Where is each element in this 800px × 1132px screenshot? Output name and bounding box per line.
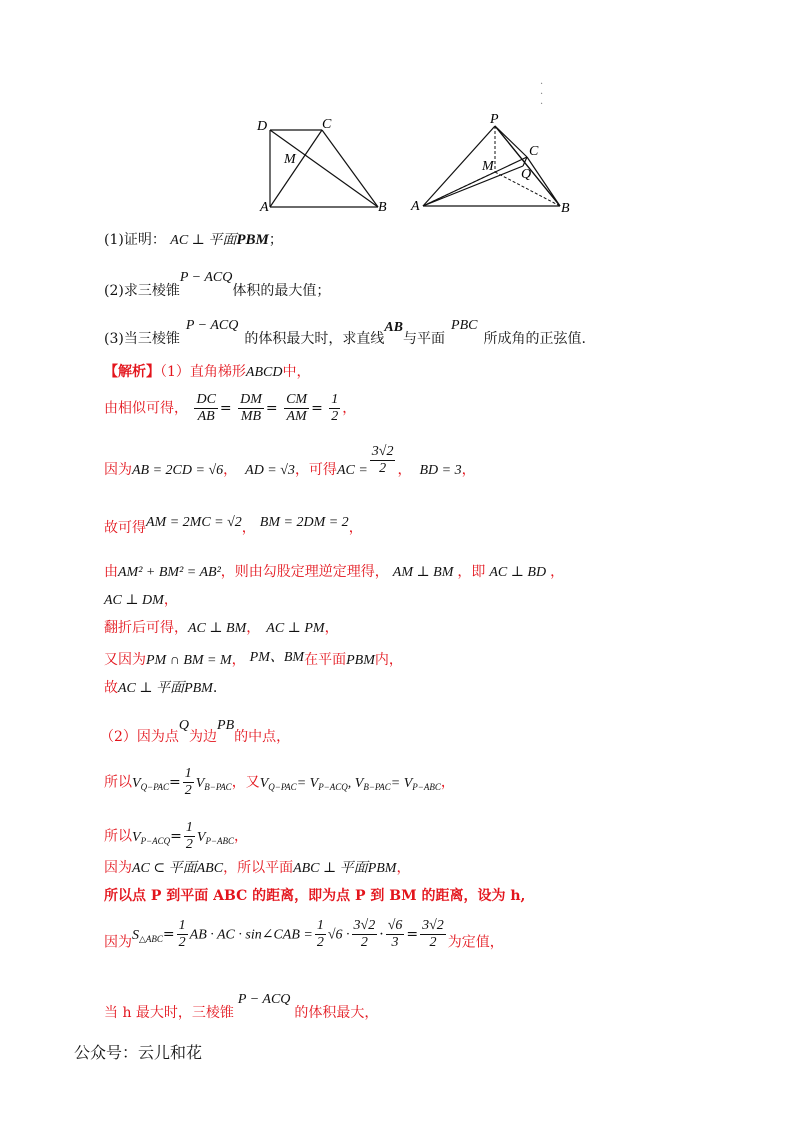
r4-prefix: 当 h 最大时，三棱锥 bbox=[104, 1005, 234, 1021]
frac-num: 1 bbox=[331, 392, 339, 407]
v1-b-sub: B−PAC bbox=[204, 781, 232, 792]
reason-line-1 bbox=[104, 858, 410, 879]
v1-c-sub: Q−PAC bbox=[268, 781, 297, 792]
s8-prefix: 又因为 bbox=[104, 652, 146, 668]
v2-a-sub: P−ACQ bbox=[140, 835, 171, 846]
s7-end: ， bbox=[324, 620, 339, 636]
r3-frac-4 bbox=[386, 918, 405, 951]
v1-b-main: V bbox=[195, 775, 205, 791]
s9-prefix: 故 bbox=[104, 680, 118, 696]
v2-frac bbox=[184, 820, 195, 853]
q3-plane: PBC bbox=[451, 318, 478, 333]
solution-line-8: 又因为PM ∩ BM = M， PM、BM在平面PBM内， bbox=[104, 650, 403, 668]
s8-mid: 在平面 bbox=[304, 652, 347, 668]
q3-mid2: 与平面 bbox=[403, 331, 446, 347]
r1-mid: ，所以平面 bbox=[223, 860, 294, 876]
solution-line-2: 由相似可得， $\frac{DC}{AB}$ = $\frac{DM}{MB}$ = $\frac{CM}{AM}$ = $\frac{1}{2}$ ， bbox=[104, 392, 357, 424]
q2-prefix: (2)求三棱锥 bbox=[104, 283, 180, 299]
v1-e bbox=[348, 776, 391, 791]
v1-e-main: , V bbox=[347, 775, 364, 791]
solution-line-5 bbox=[104, 562, 564, 583]
v2-end: ， bbox=[234, 828, 249, 845]
frac-dc-ab bbox=[194, 392, 217, 425]
frac-den: MB bbox=[240, 409, 262, 424]
frac-num: 1 bbox=[185, 820, 193, 835]
s5-prefix: 由 bbox=[104, 564, 118, 580]
s3-d: BD = 3 bbox=[419, 463, 462, 478]
r3-end: 为定值， bbox=[447, 934, 504, 951]
label-Q: Q bbox=[521, 167, 532, 182]
q1-end: ； bbox=[268, 232, 283, 248]
s5-mid: ，则由勾股定理逆定理得， bbox=[220, 564, 389, 580]
pyramid-figure bbox=[405, 110, 585, 218]
v1-a-sub: Q−PAC bbox=[140, 781, 169, 792]
s1-math: ABCD bbox=[245, 365, 283, 380]
s4-b: BM = 2DM = 2 bbox=[259, 515, 349, 530]
frac-num: 3√2 bbox=[353, 918, 376, 933]
v2-b-sub: P−ABC bbox=[205, 835, 235, 846]
frac-den: AB bbox=[197, 409, 215, 424]
v1-f bbox=[391, 776, 441, 791]
r3-eq: = bbox=[162, 926, 175, 943]
p2-pb: PB bbox=[217, 718, 235, 733]
label-M: M bbox=[482, 159, 494, 174]
p2-end: 的中点， bbox=[234, 729, 291, 745]
q1-plane: PBM bbox=[236, 232, 269, 248]
s3-end: ， bbox=[461, 462, 476, 478]
s5-math: AM² + BM² = AB² bbox=[118, 565, 221, 580]
trapezoid-figure bbox=[250, 112, 400, 220]
s5-mid2: ，即 bbox=[457, 564, 486, 580]
frac-num: DM bbox=[240, 392, 262, 407]
r3-dot: · bbox=[379, 926, 384, 943]
frac-den: 3 bbox=[391, 935, 399, 950]
r4-end: 的体积最大， bbox=[294, 1005, 379, 1021]
r1-prefix: 因为 bbox=[104, 860, 132, 876]
s3-prefix: 因为 bbox=[104, 462, 132, 478]
solution-line-7: 翻折后可得，AC ⊥ BM， AC ⊥ PM， bbox=[104, 620, 339, 636]
q2-suffix: 体积的最大值； bbox=[232, 283, 331, 299]
r3-frac-5 bbox=[420, 918, 446, 951]
frac-num: 3√2 bbox=[371, 444, 394, 459]
question-2 bbox=[104, 268, 330, 301]
r3-prefix: 因为 bbox=[104, 934, 132, 951]
s7-prefix: 翻折后可得， bbox=[104, 620, 188, 636]
solution-line-4: 故可得AM = 2MC = √2， BM = 2DM = 2， bbox=[104, 515, 363, 536]
part-2-intro bbox=[100, 716, 290, 747]
question-3 bbox=[104, 316, 586, 349]
frac-dm-mb bbox=[238, 392, 264, 425]
v2-a bbox=[132, 830, 170, 845]
v2-b-main: V bbox=[196, 829, 206, 845]
q3-line: AB bbox=[384, 320, 404, 335]
frac-den: AM bbox=[286, 409, 307, 424]
q1-prefix: (1)证明： bbox=[104, 232, 166, 248]
p2-mid: 为边 bbox=[189, 729, 218, 745]
s5-end: ， bbox=[550, 564, 565, 580]
r1-b: ABC bbox=[196, 861, 224, 876]
s3-b: AD = √3 bbox=[245, 463, 295, 478]
s3-a: AB = 2CD = √6 bbox=[132, 463, 224, 478]
s8-c: PBM bbox=[346, 653, 375, 668]
solution-line-1 bbox=[104, 362, 310, 383]
r3-eq2: = bbox=[406, 926, 419, 943]
r3-frac-3 bbox=[352, 918, 378, 951]
s1-end: 中， bbox=[282, 364, 311, 380]
frac-cm-am bbox=[284, 392, 309, 425]
v1-d-sub: P−ACQ bbox=[318, 781, 348, 792]
v1-c-main: V bbox=[259, 775, 269, 791]
frac-den: 2 bbox=[185, 837, 193, 852]
solution-line-3: 因为AB = 2CD = √6， AD = √3，可得AC = $\frac{3√2}{2}$ ， BD = 3， bbox=[104, 444, 476, 478]
v1-eq: = bbox=[168, 774, 181, 791]
margin-dots: · · · bbox=[540, 79, 544, 110]
v1-b bbox=[196, 776, 232, 791]
q1-math: AC ⊥ 平面 bbox=[170, 233, 237, 248]
label-C: C bbox=[529, 144, 539, 159]
r3-s-sub: △ABC bbox=[139, 933, 163, 944]
s9-a: AC ⊥ 平面 bbox=[118, 681, 185, 696]
r3-s-main: S bbox=[132, 927, 139, 943]
v1-d-main: = V bbox=[296, 775, 319, 791]
solution-line-9 bbox=[104, 678, 217, 699]
q3-prefix: (3)当三棱锥 bbox=[104, 331, 180, 347]
frac-den: 2 bbox=[331, 409, 339, 424]
s3-c: AC = bbox=[336, 463, 368, 478]
r3-mid2: √6 · bbox=[327, 927, 350, 943]
frac-den: 2 bbox=[316, 935, 324, 950]
v1-end: ， bbox=[440, 774, 455, 791]
s9-end: . bbox=[212, 680, 218, 696]
volume-line-1 bbox=[104, 766, 455, 799]
label-C: C bbox=[322, 117, 332, 132]
s4-a: AM = 2MC = √2 bbox=[146, 515, 242, 530]
v1-prefix: 所以 bbox=[104, 774, 132, 791]
frac-1-2 bbox=[329, 392, 340, 425]
conclusion-line bbox=[104, 990, 378, 1023]
v1-a-main: V bbox=[132, 775, 141, 791]
frac-num: √6 bbox=[387, 918, 403, 933]
frac-num: 1 bbox=[178, 918, 186, 933]
v1-e-sub: B−PAC bbox=[363, 781, 391, 792]
frac-den: 2 bbox=[178, 935, 186, 950]
v2-a-main: V bbox=[132, 829, 141, 845]
s7-a: AC ⊥ BM bbox=[188, 621, 247, 636]
r1-c: ABC ⊥ 平面 bbox=[293, 861, 368, 876]
frac-num: 1 bbox=[316, 918, 324, 933]
v2-eq: = bbox=[170, 828, 182, 845]
v1-mid: ，又 bbox=[231, 774, 260, 791]
s8-end: 内， bbox=[374, 652, 403, 668]
r3-frac-2 bbox=[315, 918, 326, 951]
v1-f-main: = V bbox=[390, 775, 413, 791]
frac-den: 2 bbox=[360, 935, 368, 950]
label-A: A bbox=[260, 200, 269, 215]
r1-d: PBM bbox=[367, 861, 397, 876]
area-line bbox=[104, 918, 504, 952]
p2-prefix: （2）因为点 bbox=[100, 729, 179, 745]
s2-prefix: 由相似可得， bbox=[104, 400, 188, 417]
r3-frac-1 bbox=[177, 918, 188, 951]
frac-num: DC bbox=[196, 392, 216, 407]
frac-den: 2 bbox=[379, 461, 387, 476]
volume-line-2 bbox=[104, 820, 248, 853]
s6-end: ， bbox=[163, 592, 178, 608]
frac-den: 2 bbox=[429, 935, 437, 950]
label-B: B bbox=[378, 200, 387, 215]
footer-wechat: 公众号：云儿和花 bbox=[74, 1043, 203, 1062]
s8-b: PM、BM bbox=[249, 650, 305, 665]
v1-d bbox=[297, 776, 348, 791]
s9-b: PBM bbox=[184, 681, 213, 696]
s5-b: AC ⊥ BD bbox=[489, 565, 547, 580]
v1-frac bbox=[183, 766, 194, 799]
r3-mid: AB · AC · sin∠CAB = bbox=[189, 927, 313, 943]
frac-num: 3√2 bbox=[422, 918, 444, 933]
s4-end: ， bbox=[348, 520, 363, 536]
v2-prefix: 所以 bbox=[104, 828, 132, 845]
r3-s bbox=[132, 928, 163, 943]
r1-a: AC ⊂ 平面 bbox=[132, 861, 197, 876]
s5-a: AM ⊥ BM bbox=[392, 565, 454, 580]
frac-den: 2 bbox=[184, 783, 192, 798]
s6-math: AC ⊥ DM bbox=[104, 593, 164, 608]
r2-text: 所以点 P 到平面 ABC 的距离，即为点 P 到 BM 的距离，设为 h, bbox=[104, 888, 526, 904]
q3-mid: 的体积最大时，求直线 bbox=[244, 331, 385, 347]
label-M: M bbox=[284, 152, 296, 167]
solution-tag: 【解析】 bbox=[104, 364, 160, 380]
r1-end: ， bbox=[396, 860, 411, 876]
s1-text: （1）直角梯形 bbox=[160, 364, 246, 380]
s7-b: AC ⊥ PM bbox=[266, 621, 325, 636]
s3-mid: ，可得 bbox=[294, 462, 337, 478]
frac-num: CM bbox=[286, 392, 308, 407]
label-B: B bbox=[561, 201, 570, 216]
frac-num: 1 bbox=[184, 766, 192, 781]
v1-f-sub: P−ABC bbox=[412, 781, 441, 792]
s2-end: ， bbox=[342, 400, 357, 417]
r4-math: P − ACQ bbox=[237, 992, 291, 1007]
label-D: D bbox=[257, 119, 268, 134]
q3-suffix: 所成角的正弦值. bbox=[483, 331, 586, 347]
v2-b bbox=[197, 830, 234, 845]
q2-math: P − ACQ bbox=[179, 270, 233, 285]
p2-q: Q bbox=[178, 718, 190, 733]
solution-line-6 bbox=[104, 590, 178, 611]
q3-math: P − ACQ bbox=[185, 318, 239, 333]
reason-line-2 bbox=[104, 886, 525, 906]
label-P: P bbox=[490, 112, 499, 127]
question-1 bbox=[104, 230, 283, 251]
v1-c bbox=[260, 776, 297, 791]
v1-a bbox=[132, 776, 169, 791]
frac-3r2-2 bbox=[370, 444, 396, 477]
s8-a: PM ∩ BM = M bbox=[146, 653, 232, 668]
label-A: A bbox=[411, 199, 420, 214]
s4-prefix: 故可得 bbox=[104, 520, 146, 536]
